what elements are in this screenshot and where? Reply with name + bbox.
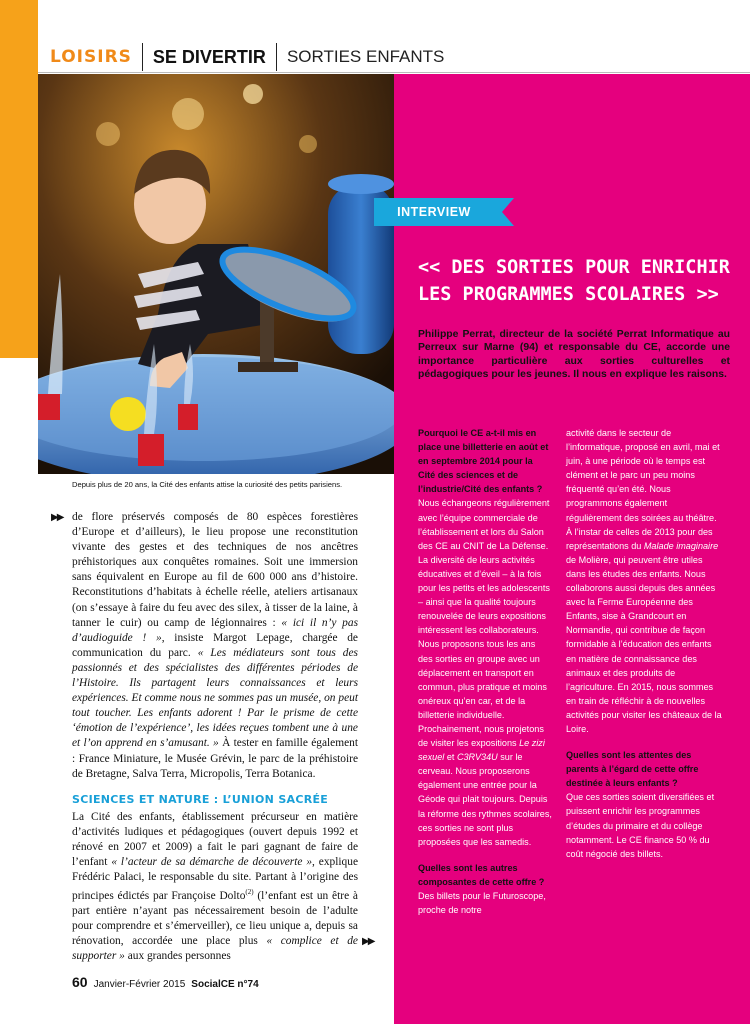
interview-question: Quelles sont les autres composantes de cette offre ? [418,862,545,887]
header-divider [276,43,277,71]
interview-intro: Philippe Perrat, directeur de la société Perrat Informatique au Perreux sur Marne (94) et responsable du CE, accorde une importance particulière aux sorties culturelles et pédagogiques pour les jeunes. Il nous en explique les raisons. [418,329,730,381]
interview-column-right [566,426,724,861]
interview-question: Quelles sont les attentes des parents à l’égard de cette offre destinée à leurs enfants ? [566,750,699,789]
section-color-tab [0,0,38,358]
interview-tag-label: INTERVIEW [397,205,471,219]
section-subheading: SCIENCES ET NATURE : L’UNION SACRÉE [72,792,329,806]
page-number: 60 [72,974,88,990]
header-divider [142,43,143,71]
interview-answer: activité dans le secteur de l’informatique, proposé en avril, mai et juin, à une période où le temps est clément et le parc un peu moins fréquenté qu’en été. Nous programmons également régulièrement des soirées au théâtre. À l’instar de celles de 2013 pour des représentations du Malade imaginaire de Molière, qui peuvent être utiles dans les études des enfants. Nous collaborons aussi depuis des années avec la Ferme Européenne des Enfants, sise à Grandcourt en Normandie, qui contribue de façon formidable à l’éducation des enfants en matière de connaissance des animaux et des produits de l’agriculture. En 2015, nous sommes en train de réfléchir à de nouvelles activités pour visiter les châteaux de la Loire. [566,428,722,734]
interview-answer: Des billets pour le Futuroscope, proche de notre [418,891,546,916]
interview-question: Pourquoi le CE a-t-il mis en place une billetterie en août et en septembre 2014 pour la Cité des sciences et de l’industrie/Cité des enfants ? [418,428,549,495]
section-label: LOISIRS [50,47,132,67]
issue-date: Janvier-Février 2015 [93,979,186,990]
article-paragraph: de flore préservés composés de 80 espèces forestières d’Europe et d’ailleurs), le lieu propose une reconstitution vivante des gestes et des techniques de nos ancêtres préhistoriques aux conquêtes romaines. Soit une immersion sans équivalent en Europe au fil de 600 000 ans d’histoire. Reconstitutions d’habitats à échelle réelle, ateliers artisanaux (on s’essaye à faire du feu avec des silex, à tisser de la laine, à tanner le cuir) ou camp de légionnaires : « ici il n’y pas d’audioguide ! », insiste Margot Lepage, chargée de communication du parc. « Les médiateurs sont tous des passionnés et des spécialistes des différentes périodes de l’Histoire. Ils partagent leurs connaissances et leurs expériences. Et comme nous ne sommes pas un musée, on peut tout toucher. Les enfants adorent ! Par le prisme de cette ‘émotion de l’expérience’, les idées reçues tombent une à une et l’on apprend en s’amusant. » À tester en famille également : France Miniature, le Musée Grévin, le parc de la préhistoire de Bretagne, Salva Terra, Micropolis, Terra Botanica. [72,511,358,780]
interview-column-left [418,426,552,917]
continues-arrow: ▶▶ [362,936,374,947]
interview-title: << DES SORTIES POUR ENRICHIR LES PROGRAMMES SCOLAIRES >> [418,257,730,305]
article-body [72,510,358,965]
continued-arrow: ▶▶ [51,512,63,523]
header-rule [38,72,750,73]
article-photo [38,74,394,474]
article-paragraph: La Cité des enfants, établissement précurseur en matière d’activités ludiques et pédagogiques (ouvert depuis 1992 et rénové en 2007 et 2009) a fait le pari gagnant de faire de l’enfant « l’acteur de sa démarche de découverte », explique Frédéric Palaci, le responsable du site. Partant à l’origine des principes édictés par Françoise Dolto$^{(2)}$ (l’enfant est un être à part entière n’ayant pas nécessairement besoin de l’adulte pour comprendre et s’émerveiller), ce lieu unique a, depuis sa rénovation, accordée une place plus « complice et de supporter » aux grandes personnes [72,810,359,963]
page-header [50,40,750,74]
interview-answer: Nous échangeons régulièrement avec l’équipe commerciale de l’établissement et lors du Salon des CE au CNIT de La Défense. La diversité de leurs activités éducatives et d’éveil – à la fois pour les petits et les adolescents – ainsi que la qualité toujours renouvelée de leurs expositions intéressent les collaborateurs. Nous proposons tous les ans des sorties en groupe avec un déplacement en transport en commun, plus pratique et moins onéreux qu’en car, et de la billetterie individuelle. Prochainement, nous projetons de visiter les expositions Le zizi sexuel et C3RV34U sur le cerveau. Nous proposerons également une entrée pour la Géode qui plait toujours. Depuis la réforme des rythmes scolaires, ces sorties ne sont plus proposées que les samedis. [418,498,552,847]
page-footer [72,974,259,990]
magazine-name: SocialCE n°74 [191,979,259,990]
interview-answer: Que ces sorties soient diversifiées et puissent enrichir les programmes d’études du primaire et du collège notamment. Le CE finance 50 % du coût négocié des billets. [566,792,715,859]
photo-caption: Depuis plus de 20 ans, la Cité des enfants attise la curiosité des petits parisiens. [72,480,343,489]
rubric-label: SORTIES ENFANTS [286,47,445,66]
subsection-label: SE DIVERTIR [152,46,266,67]
